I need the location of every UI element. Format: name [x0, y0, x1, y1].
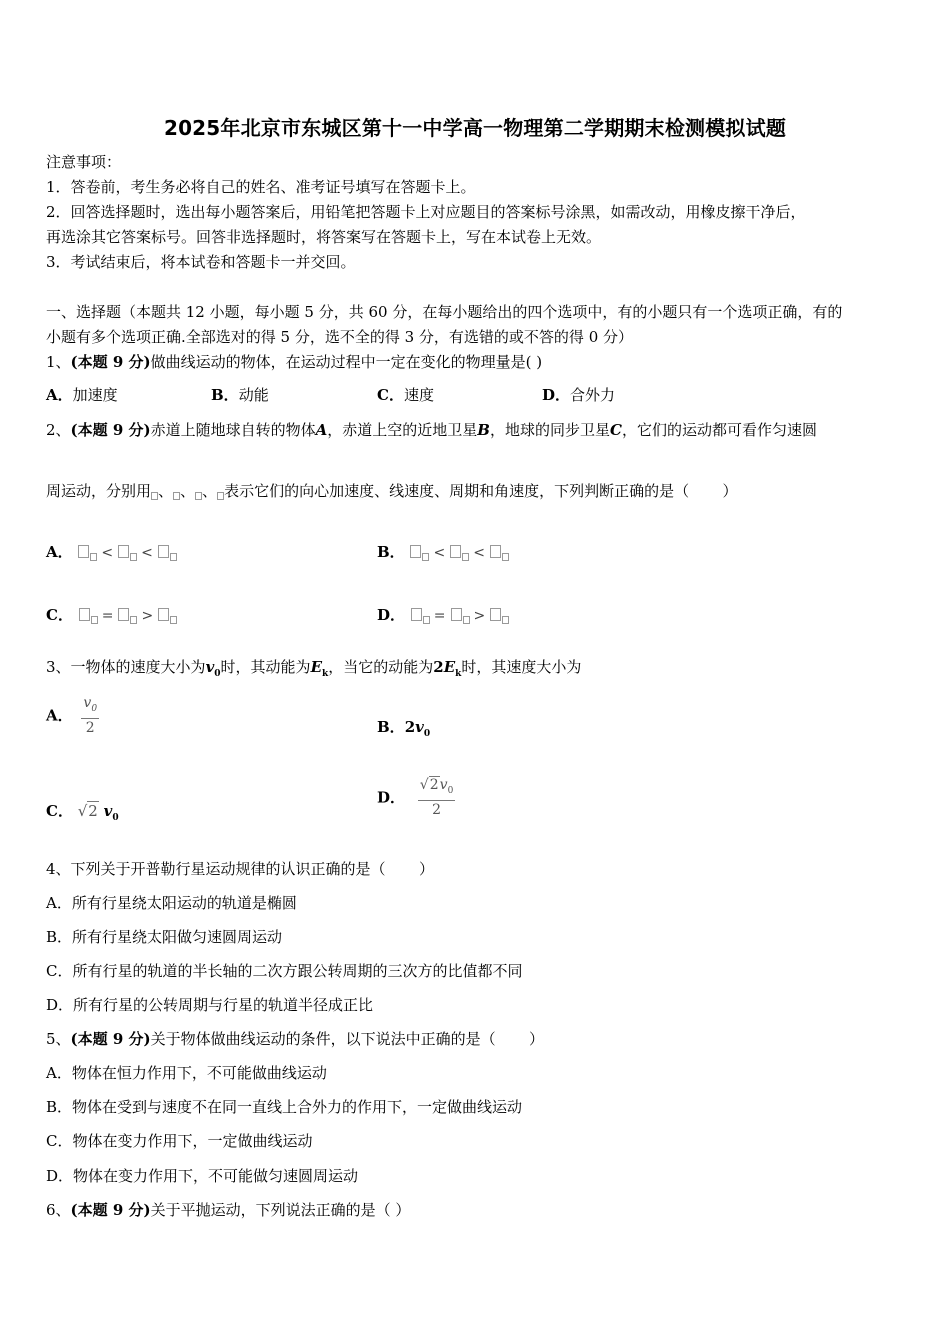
question-5-stem: 5、(本题 9 分)关于物体做曲线运动的条件，以下说法中正确的是（ ）: [46, 1030, 545, 1048]
q2-option-d[interactable]: D． = >: [377, 606, 509, 625]
q5-option-c[interactable]: C．物体在变力作用下，一定做曲线运动: [46, 1132, 313, 1150]
section-line-2: 小题有多个选项正确.全部选对的得 5 分，选不全的得 3 分，有选错的或不答的得 0 分）: [46, 328, 634, 346]
question-6-stem: 6、(本题 9 分)关于平抛运动，下列说法正确的是（ ）: [46, 1201, 411, 1219]
notice-heading: 注意事项：: [46, 153, 122, 171]
notice-item-2a: 2．回答选择题时，选出每小题答案后，用铅笔把答题卡上对应题目的答案标号涂黑，如需改动，用橡皮擦干净后，: [46, 203, 806, 221]
q1-option-a[interactable]: A．加速度: [46, 386, 118, 404]
notice-item-1: 1．答卷前，考生务必将自己的姓名、准考证号填写在答题卡上。: [46, 178, 476, 196]
q1-option-b[interactable]: B．动能: [211, 386, 269, 404]
page-title: 2025年北京市东城区第十一中学高一物理第二学期期末检测模拟试题: [163, 116, 787, 140]
question-1-stem: 1、(本题 9 分)做曲线运动的物体，在运动过程中一定在变化的物理量是( ): [46, 353, 543, 371]
q3-option-d[interactable]: D． $\frac{√2v_0}{2}$: [377, 777, 454, 818]
q1-option-d[interactable]: D．合外力: [542, 386, 616, 404]
question-3-stem: 3、一物体的速度大小为$v_0$时，其动能为$E_k$，当它的动能为$2E_k$时，其速度大小为: [46, 658, 582, 679]
notice-item-2b: 再选涂其它答案标号。回答非选择题时，将答案写在答题卡上，写在本试卷上无效。: [46, 228, 602, 246]
q5-option-d[interactable]: D．物体在变力作用下，不可能做匀速圆周运动: [46, 1167, 359, 1185]
question-2-stem-line-2: 周运动，分别用 、 、 、 表示它们的向心加速度、线速度、周期和角速度，下列判断正确的是（ ）: [46, 482, 738, 500]
q5-option-b[interactable]: B．物体在受到与速度不在同一直线上合外力的作用下，一定做曲线运动: [46, 1098, 523, 1116]
q4-option-a[interactable]: A．所有行星绕太阳运动的轨道是椭圆: [46, 894, 297, 912]
notice-item-3: 3．考试结束后，将本试卷和答题卡一并交回。: [46, 253, 356, 271]
q4-option-d[interactable]: D．所有行星的公转周期与行星的轨道半径成正比: [46, 996, 374, 1014]
q5-option-a[interactable]: A．物体在恒力作用下，不可能做曲线运动: [46, 1064, 327, 1082]
q3-option-c[interactable]: C． √2 $v_0$: [46, 802, 119, 823]
q1-option-c[interactable]: C．速度: [377, 386, 434, 404]
question-2-stem-line-1: 2、(本题 9 分)赤道上随地球自转的物体A，赤道上空的近地卫星B，地球的同步卫星C，它们的运动都可看作匀速圆: [46, 421, 817, 439]
q2-option-a[interactable]: A． < <: [46, 543, 177, 562]
question-4-stem: 4、下列关于开普勒行星运动规律的认识正确的是（ ）: [46, 860, 434, 878]
q4-option-c[interactable]: C．所有行星的轨道的半长轴的二次方跟公转周期的三次方的比值都不同: [46, 962, 523, 980]
q3-option-a[interactable]: A． $\frac{v_0}{2}$: [46, 695, 98, 736]
q2-option-c[interactable]: C． = >: [46, 606, 177, 625]
q2-option-b[interactable]: B． < <: [377, 543, 509, 562]
q4-option-b[interactable]: B．所有行星绕太阳做匀速圆周运动: [46, 928, 283, 946]
q3-option-b[interactable]: B．$2v_0$: [377, 718, 431, 739]
section-line-1: 一、选择题（本题共 12 小题，每小题 5 分，共 60 分，在每小题给出的四个选项中，有的小题只有一个选项正确，有的: [46, 303, 843, 321]
